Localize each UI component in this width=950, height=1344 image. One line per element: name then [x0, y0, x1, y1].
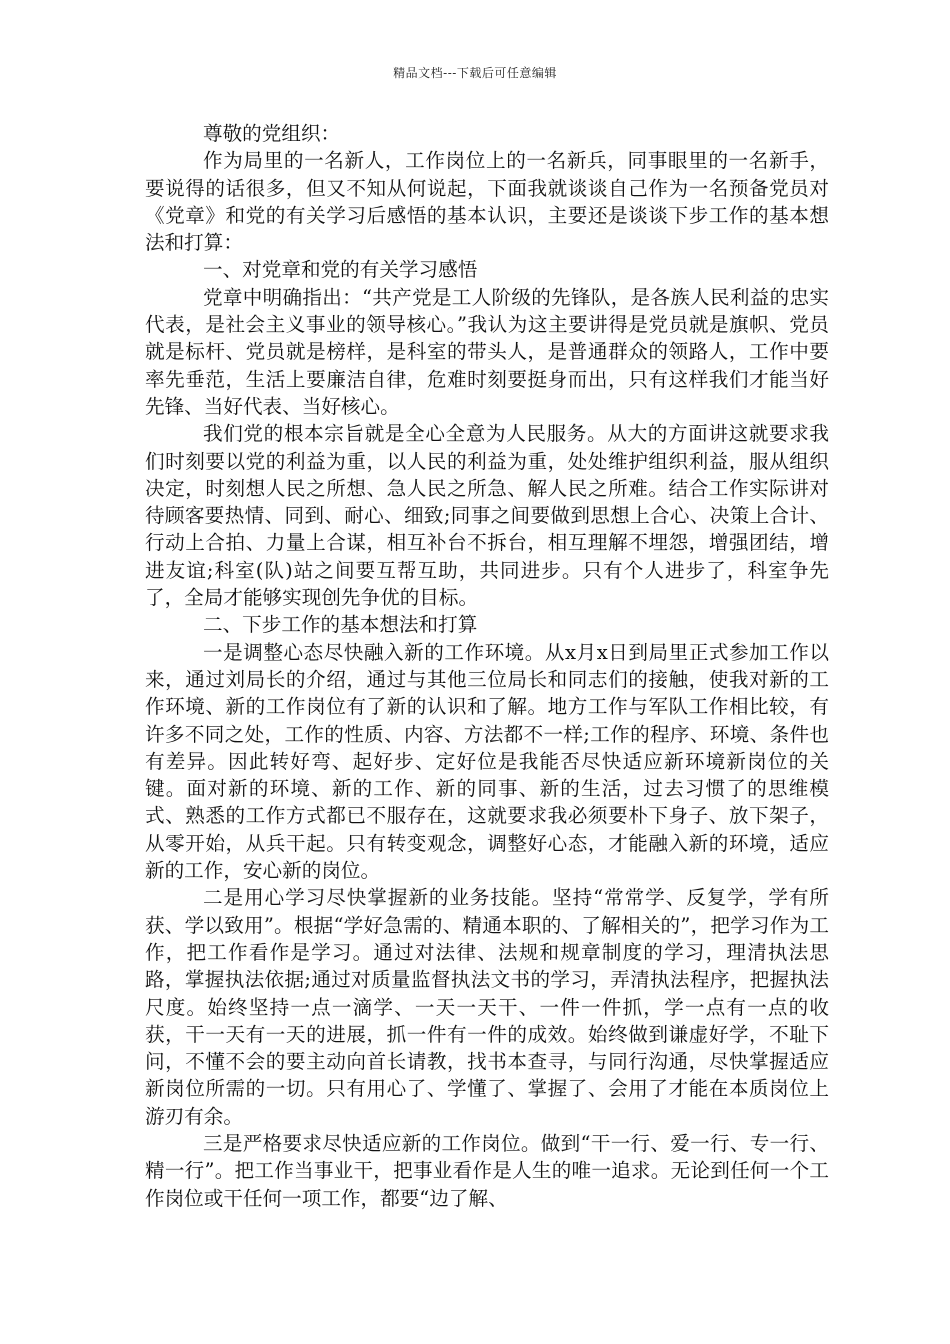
section-heading-2: 二、下步工作的基本想法和打算 [203, 613, 478, 637]
paragraph-point-1: 一是调整心态尽快融入新的工作环境。从x月x日到局里正式参加工作以来，通过刘局长的介绍，通过与其他三位局长和同志们的接触，使我对新的工作环境、新的工作岗位有了新的认识和了解。地方工作与军队工作相比较，有许多不同之处，工作的性质、内容、方法都不一样;工作的程序、环境、条件也有差异。因此转好弯、起好步、定好位是我能否尽快适应新环境新岗位的关键。面对新的环境、新的工作、新的同事、新的生活，过去习惯了的思维模式、熟悉的工作方式都已不服存在，这就要求我必须要朴下身子、放下架子，从零开始，从兵干起。只有转变观念，调整好心态，才能融入新的环境，适应新的工作，安心新的岗位。 [145, 640, 829, 883]
paragraph-point-2: 二是用心学习尽快掌握新的业务技能。坚持“常常学、反复学，学有所获、学以致用”。根据“学好急需的、精通本职的、了解相关的”，把学习作为工作，把工作看作是学习。通过对法律、法规和规章制度的学习，理清执法思路，掌握执法依据;通过对质量监督执法文书的学习，弄清执法程序，把握执法尺度。始终坚持一点一滴学、一天一天干、一件一件抓，学一点有一点的收获，干一天有一天的进展，抓一件有一件的成效。始终做到谦虚好学，不耻下问，不懂不会的要主动向首长请教，找书本查寻，与同行沟通，尽快掌握适应新岗位所需的一切。只有用心了、学懂了、掌握了、会用了才能在本质岗位上游刃有余。 [145, 886, 829, 1128]
page-header: 精品文档---下载后可任意编辑 [393, 66, 557, 80]
paragraph-point-3: 三是严格要求尽快适应新的工作岗位。做到“干一行、爱一行、专一行、精一行”。把工作当事业干，把事业看作是人生的唯一追求。无论到任何一个工作岗位或干任何一项工作，都要“边了解、 [145, 1131, 829, 1210]
salutation: 尊敬的党组织： [203, 122, 341, 145]
paragraph-party-purpose: 我们党的根本宗旨就是全心全意为人民服务。从大的方面讲这就要求我们时刻要以党的利益为重，以人民的利益为重，处处维护组织利益，服从组织决定，时刻想人民之所想、急人民之所急、解人民之所难。结合工作实际讲对待顾客要热情、同到、耐心、细致;同事之间要做到思想上合心、决策上合计、行动上合拍、力量上合谋，相互补台不拆台，相互理解不埋怨，增强团结，增进友谊;科室(队)站之间要互帮互助，共同进步。只有个人进步了，科室争先了，全局才能够实现创先争优的目标。 [145, 422, 829, 610]
section-heading-1: 一、对党章和党的有关学习感悟 [203, 258, 478, 282]
paragraph-party-constitution: 党章中明确指出：“共产党是工人阶级的先锋队，是各族人民利益的忠实代表，是社会主义事业的领导核心。”我认为这主要讲得是党员就是旗帜、党员就是标杆、党员就是榜样，是科室的带头人，是普通群众的领路人，工作中要率先垂范，生活上要廉洁自律，危难时刻要挺身而出，只有这样我们才能当好先锋、当好代表、当好核心。 [145, 285, 829, 418]
paragraph-intro: 作为局里的一名新人，工作岗位上的一名新兵，同事眼里的一名新手，要说得的话很多，但又不知从何说起，下面我就谈谈自己作为一名预备党员对《党章》和党的有关学习后感悟的基本认识，主要还是谈谈下步工作的基本想法和打算： [145, 149, 829, 255]
document-body [145, 120, 829, 1212]
